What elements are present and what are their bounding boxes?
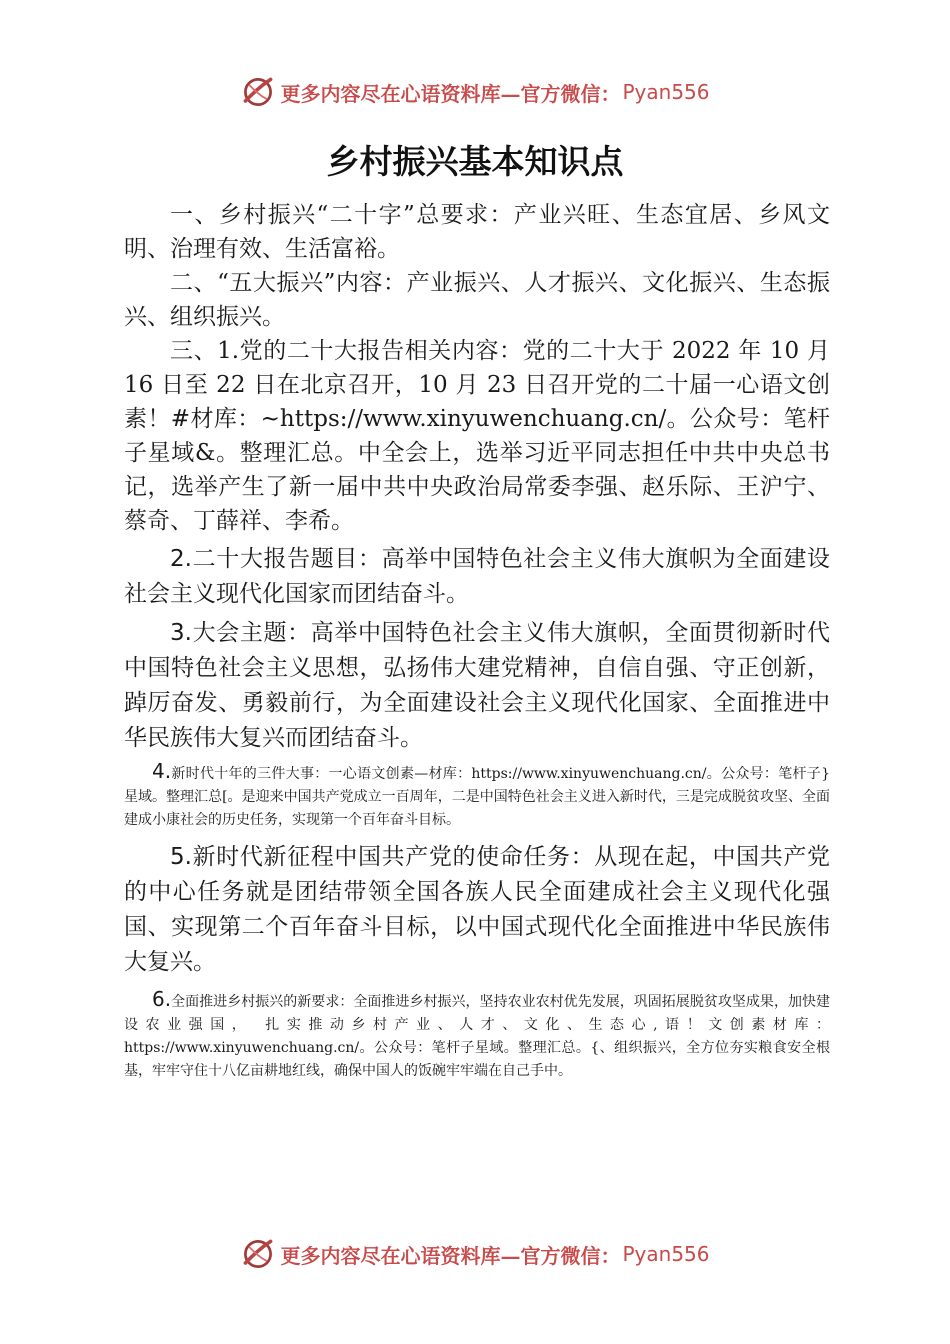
item-number: 6. [152, 987, 172, 1011]
paragraph-text: 全面推进乡村振兴的新要求：全面推进乡村振兴，坚持农业农村优先发展，巩固拓展脱贫攻坚成果，加快建设农业强国， 扎实推动乡村产业、人才、文化、生态心,语！文创素材库：https://www.xinyuwenchuang.cn/。公众号：笔杆子星域。整理汇总。{、组织振兴，全方位夯实粮食安全根基，牢牢守住十八亿亩耕地红线，确保中国人的饭碗牢牢端在自己手中。 [124, 994, 830, 1079]
wechat-id: Pyan556 [622, 1242, 710, 1266]
page-title: 乡村振兴基本知识点 [326, 142, 624, 181]
paragraph-congress-report: 三、1.党的二十大报告相关内容：党的二十大于 2022 年 10 月 16 日至 22 日在北京召开，10 月 23 日召开党的二十届一心语文创素！#材库：~https://www.xinyuwenchuang.cn/。公众号：笔杆子星域&。整理汇总。中全会上，选举习近平同志担任中共中央总书记，选举产生了新一届中共中央政治局常委李强、赵乐际、王沪宁、蔡奇、丁薛祥、李希。 [124, 338, 830, 534]
wechat-id: Pyan556 [622, 80, 710, 104]
footer-banner [0, 1232, 950, 1276]
paragraph-five-revitalizations: 二、“五大振兴”内容：产业振兴、人才振兴、文化振兴、生态振兴、组织振兴。 [124, 270, 830, 330]
paragraph-three-events [124, 760, 830, 832]
banner-text: 更多内容尽在心语资料库—官方微信： [280, 81, 621, 106]
document-body [124, 198, 830, 1083]
item-number: 4. [152, 759, 172, 783]
paragraph-text: 新时代十年的三件大事：一心语文创素—材库：https://www.xinyuwenchuang.cn/。公众号：笔杆子}星域。整理汇总[。是迎来中国共产党成立一百周年，二是中国特色社会主义进入新时代，三是完成脱贫攻坚、全面建成小康社会的历史任务，实现第一个百年奋斗目标。 [124, 766, 830, 828]
paragraph-congress-theme: 3.大会主题：高举中国特色社会主义伟大旗帜，全面贯彻新时代中国特色社会主义思想，弘扬伟大建党精神，自信自强、守正创新，踔厉奋发、勇毅前行，为全面建设社会主义现代化国家、全面推进中华民族伟大复兴而团结奋斗。 [124, 620, 830, 751]
paragraph-requirements: 一、乡村振兴“二十字”总要求：产业兴旺、生态宜居、乡风文明、治理有效、生活富裕。 [124, 202, 830, 262]
header-banner [0, 70, 950, 114]
paragraph-mission: 5.新时代新征程中国共产党的使命任务：从现在起，中国共产党的中心任务就是团结带领全国各族人民全面建成社会主义现代化强国、实现第二个百年奋斗目标，以中国式现代化全面推进中华民族伟大复兴。 [124, 844, 830, 975]
paragraph-report-title: 2.二十大报告题目：高举中国特色社会主义伟大旗帜为全面建设社会主义现代化国家而团结奋斗。 [124, 546, 830, 607]
banner-text: 更多内容尽在心语资料库—官方微信： [280, 1243, 621, 1268]
paragraph-new-requirements [124, 988, 830, 1083]
brush-logo-icon [240, 74, 276, 110]
brush-logo-icon [240, 1236, 276, 1272]
